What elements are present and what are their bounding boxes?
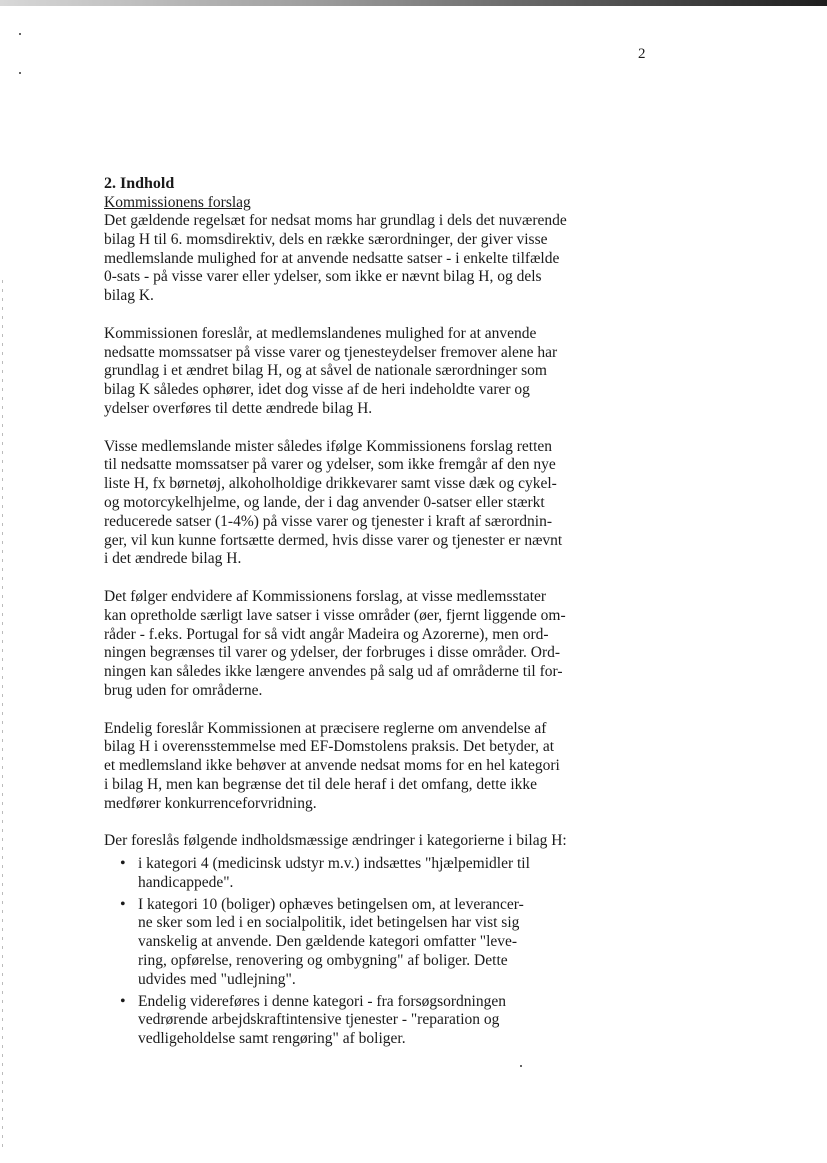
text-line: vedrørende arbejdskraftintensive tjenester - "reparation og bbox=[138, 1011, 500, 1029]
list-intro: Der foreslås følgende indholdsmæssige ændringer i kategorierne i bilag H: bbox=[104, 832, 567, 850]
text-line: nedsatte momssatser på visse varer og tjenesteydelser fremover alene har bbox=[104, 343, 558, 361]
text-line: Det gældende regelsæt for nedsat moms har grundlag i dels det nuværende bbox=[104, 212, 567, 229]
paragraph bbox=[104, 212, 624, 306]
text-line: liste H, fx børnetøj, alkoholholdige drikkevarer samt visse dæk og cykel- bbox=[104, 475, 557, 493]
text-line: i det ændrede bilag H. bbox=[104, 550, 242, 568]
text-line: råder - f.eks. Portugal for så vidt angår Madeira og Azorerne), men ord- bbox=[104, 625, 549, 643]
section-heading: 2. Indhold bbox=[104, 175, 175, 192]
text-line: vedligeholdelse samt rengøring" af boliger. bbox=[138, 1030, 406, 1048]
scan-speck bbox=[19, 72, 21, 74]
scan-speck bbox=[520, 1065, 522, 1067]
text-line: reducerede satser (1-4%) på visse varer og tjenester i kraft af særordnin- bbox=[104, 512, 553, 530]
text-line: Det følger endvidere af Kommissionens forslag, at visse medlemsstater bbox=[104, 587, 547, 605]
text-line: Visse medlemslande mister således ifølge Kommissionens forslag retten bbox=[104, 437, 553, 455]
text-line: udvides med "udlejning". bbox=[138, 970, 296, 988]
text-line: • i kategori 4 (medicinsk udstyr m.v.) indsættes "hjælpemidler til bbox=[138, 855, 530, 873]
text-line: bilag H i overensstemmelse med EF-Domstolens praksis. Det betyder, at bbox=[104, 738, 555, 756]
text-line: bilag K. bbox=[104, 287, 154, 305]
text-line: grundlag i et ændret bilag H, og at såvel de nationale særordninger som bbox=[104, 362, 547, 380]
text-line: brug uden for områderne. bbox=[104, 681, 263, 699]
document-body bbox=[104, 174, 624, 1052]
list-item bbox=[120, 993, 624, 1049]
text-line: til nedsatte momssatser på varer og ydelser, som ikke fremgår af den nye bbox=[104, 456, 556, 474]
paragraph bbox=[104, 438, 624, 570]
text-line: medfører konkurrenceforvridning. bbox=[104, 794, 317, 812]
text-line: • Endelig videreføres i denne kategori - fra forsøgsordningen bbox=[138, 992, 506, 1010]
scan-top-edge bbox=[0, 0, 827, 6]
text-line: bilag H til 6. momsdirektiv, dels en række særordninger, der giver visse bbox=[104, 230, 548, 248]
section-subheading: Kommissionens forslag bbox=[104, 194, 251, 211]
text-line: bilag K således ophører, idet dog visse af de heri indeholdte varer og bbox=[104, 381, 530, 399]
text-line: ring, opførelse, renovering og ombygning" af boliger. Dette bbox=[138, 952, 508, 970]
text-line: vanskelig at anvende. Den gældende kategori omfatter "leve- bbox=[138, 933, 518, 951]
paragraph bbox=[104, 720, 624, 814]
text-line: 0-sats - på visse varer eller ydelser, som ikke er nævnt bilag H, og dels bbox=[104, 268, 542, 286]
text-line: handicappede". bbox=[138, 873, 234, 891]
paragraph bbox=[104, 325, 624, 419]
text-line: et medlemsland ikke behøver at anvende nedsat moms for en hel kategori bbox=[104, 757, 560, 775]
text-line: kan opretholde særligt lave satser i visse områder (øer, fjernt liggende om- bbox=[104, 606, 566, 624]
text-line: ningen begrænses til varer og ydelser, der forbruges i disse områder. Ord- bbox=[104, 644, 561, 662]
text-line: • I kategori 10 (boliger) ophæves betingelsen om, at leverancer- bbox=[138, 895, 524, 913]
text-line: ningen kan således ikke længere anvendes på salg ud af områderne til for- bbox=[104, 663, 563, 681]
text-line: Endelig foreslår Kommissionen at præcisere reglerne om anvendelse af bbox=[104, 719, 547, 737]
text-line: og motorcykelhjelme, og lande, der i dag anvender 0-satser eller stærkt bbox=[104, 493, 545, 511]
paragraph bbox=[104, 588, 624, 701]
text-line: ne sker som led i en socialpolitik, idet betingelsen har vist sig bbox=[138, 914, 520, 932]
text-line: i bilag H, men kan begrænse det til dele heraf i det omfang, dette ikke bbox=[104, 775, 538, 793]
text-line: ydelser overføres til dette ændrede bilag H. bbox=[104, 399, 373, 417]
text-line: Kommissionen foreslår, at medlemslandenes mulighed for at anvende bbox=[104, 324, 537, 342]
text-line: medlemslande mulighed for at anvende nedsatte satser - i enkelte tilfælde bbox=[104, 249, 560, 267]
list-item bbox=[120, 855, 624, 893]
bullet-list bbox=[104, 855, 624, 1049]
text-line: ger, vil kun kunne fortsætte dermed, hvis disse varer og tjenester er nævnt bbox=[104, 531, 563, 549]
scan-left-edge bbox=[2, 280, 3, 1150]
list-item bbox=[120, 896, 624, 990]
scan-speck bbox=[19, 33, 21, 35]
page-number: 2 bbox=[638, 46, 646, 62]
